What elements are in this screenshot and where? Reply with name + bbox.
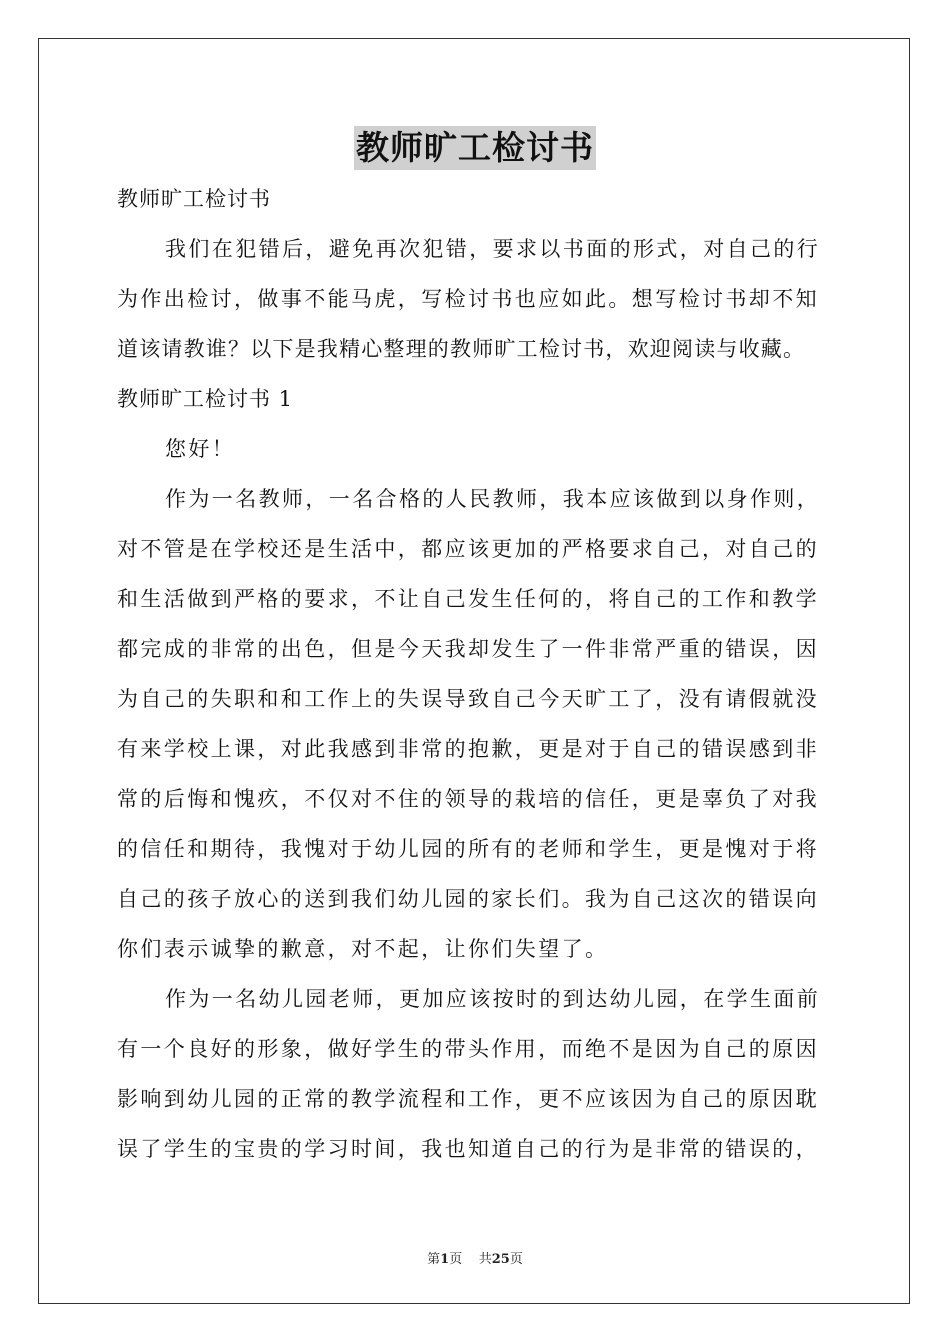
doc-line: 和生活做到严格的要求，不让自己发生任何的，将自己的工作和教学 [117, 587, 819, 611]
doc-line: 为作出检讨，做事不能马虎，写检讨书也应如此。想写检讨书却不知 [117, 287, 819, 311]
total-suffix: 页 [509, 1252, 523, 1267]
doc-line: 道该请教谁？以下是我精心整理的教师旷工检讨书，欢迎阅读与收藏。 [117, 337, 806, 361]
doc-line: 你们表示诚挚的歉意，对不起，让你们失望了。 [117, 937, 609, 961]
doc-line: 为自己的失职和和工作上的失误导致自己今天旷工了，没有请假就没 [117, 687, 819, 711]
doc-line: 自己的孩子放心的送到我们幼儿园的家长们。我为自己这次的错误向 [117, 887, 819, 911]
doc-line: 作为一名教师，一名合格的人民教师，我本应该做到以身作则， [165, 487, 821, 511]
doc-line: 都完成的非常的出色，但是今天我却发生了一件非常严重的错误，因 [117, 637, 819, 661]
page-prefix: 第 [427, 1252, 441, 1267]
doc-line: 我们在犯错后，避免再次犯错，要求以书面的形式，对自己的行 [165, 237, 821, 261]
page-current: 1 [440, 1252, 450, 1267]
doc-line: 作为一名幼儿园老师，更加应该按时的到达幼儿园，在学生面前 [165, 987, 821, 1011]
doc-line: 误了学生的宝贵的学习时间，我也知道自己的行为是非常的错误的， [117, 1137, 819, 1161]
doc-line: 教师旷工检讨书 [117, 187, 271, 211]
doc-line: 教师旷工检讨书 1 [117, 387, 294, 411]
doc-line: 常的后悔和愧疚，不仅对不住的领导的栽培的信任，更是辜负了对我 [117, 787, 819, 811]
total-prefix: 共 [478, 1252, 492, 1267]
doc-line: 对不管是在学校还是生活中，都应该更加的严格要求自己，对自己的 [117, 537, 819, 561]
doc-line: 影响到幼儿园的正常的教学流程和工作，更不应该因为自己的原因耽 [117, 1087, 819, 1111]
page-total: 25 [491, 1252, 510, 1267]
doc-line: 的信任和期待，我愧对于幼儿园的所有的老师和学生，更是愧对于将 [117, 837, 819, 861]
doc-line: 有一个良好的形象，做好学生的带头作用，而绝不是因为自己的原因 [117, 1037, 819, 1061]
page-footer [0, 1248, 950, 1267]
doc-line: 您好！ [165, 437, 236, 461]
doc-line: 有来学校上课，对此我感到非常的抱歉，更是对于自己的错误感到非 [117, 737, 819, 761]
page-suffix: 页 [449, 1252, 463, 1267]
document-title: 教师旷工检讨书 [0, 126, 950, 170]
page-border [38, 38, 910, 1304]
